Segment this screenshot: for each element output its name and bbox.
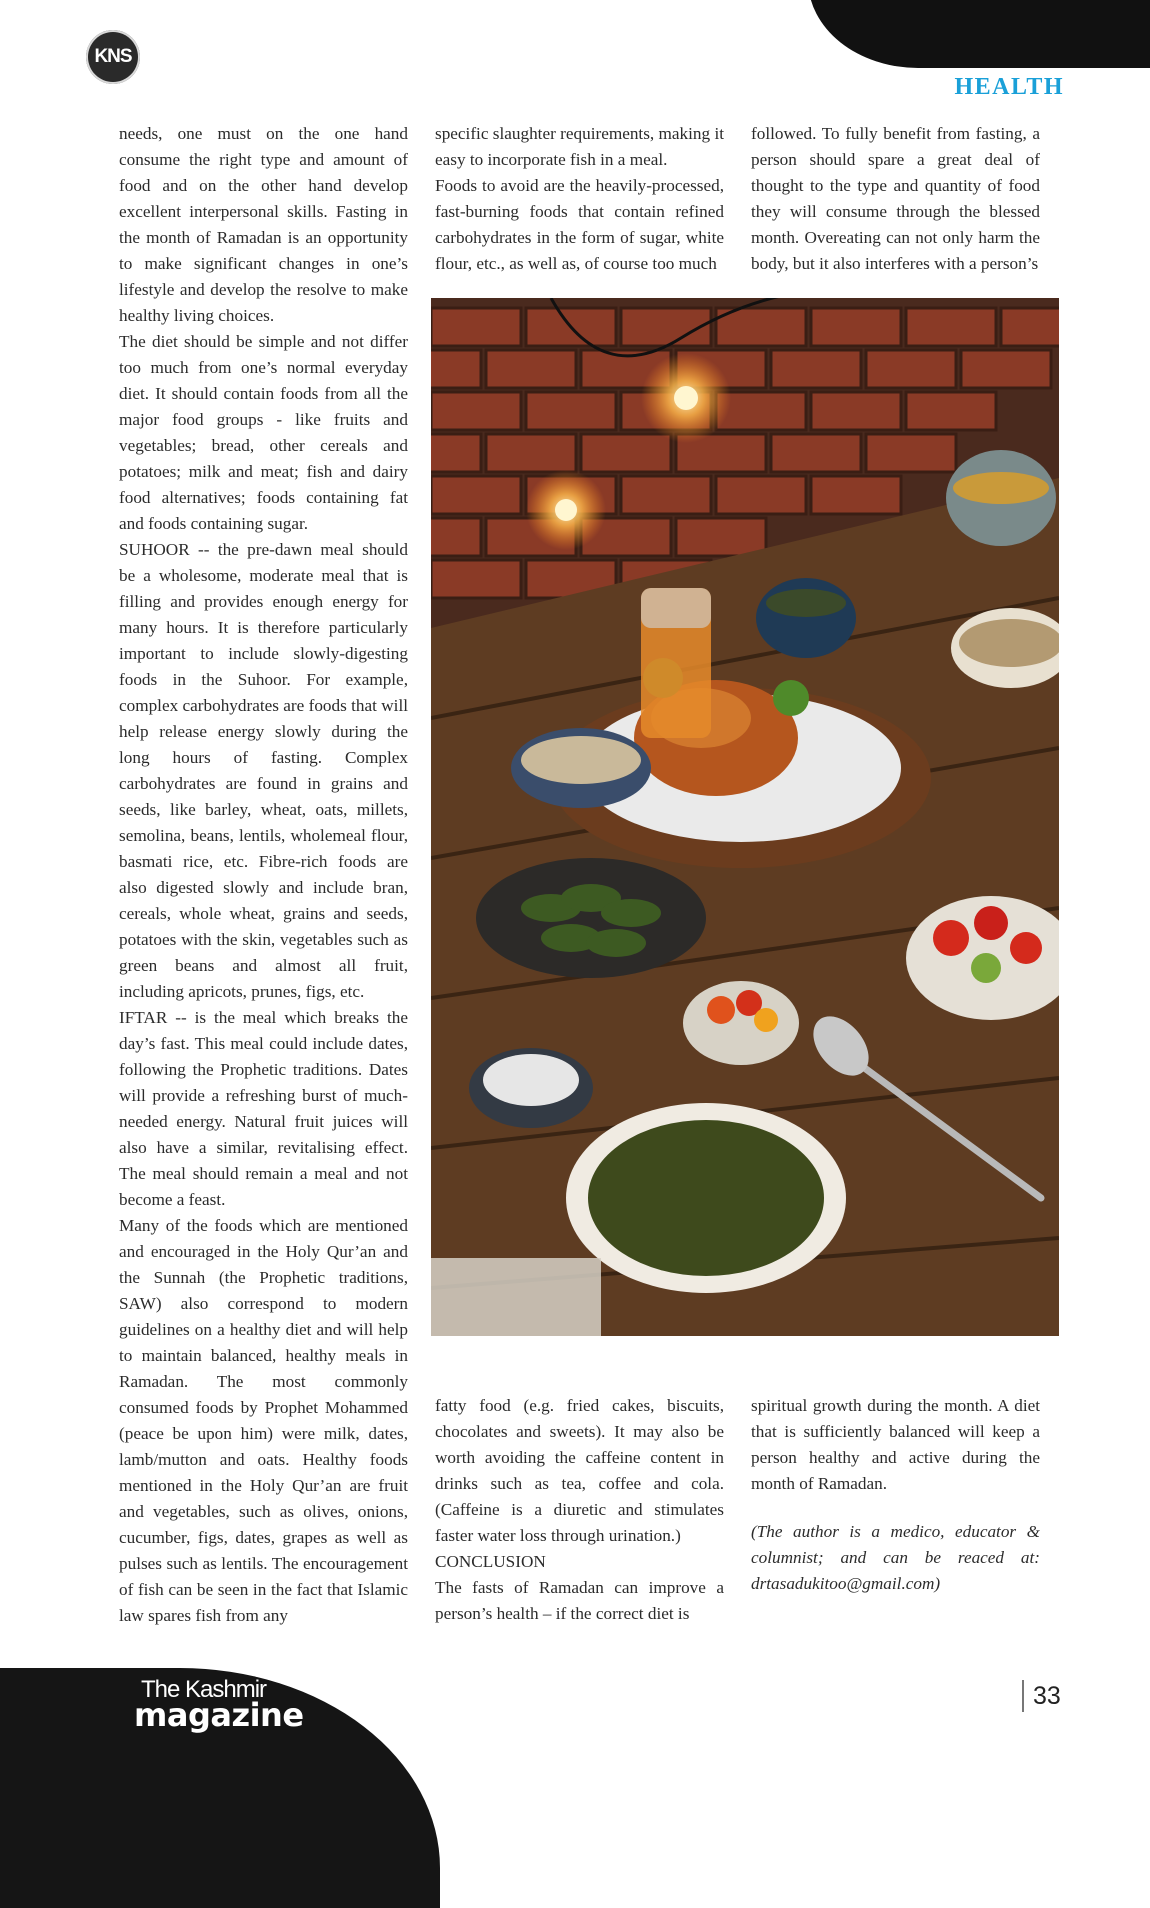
- paragraph: Many of the foods which are mentioned and encouraged in the Holy Qur’an and the Sunnah (the Prophetic traditions, SAW) also correspond to modern guidelines on a healthy diet and will help to maintain balanced, healthy meals in Ramadan. The most commonly consumed foods by Prophet Mohammed (peace be upon him) were milk, dates, lamb/mutton and oats. Healthy foods mentioned in the Holy Qur’an are fruit and vegetables, such as olives, onions, cucumber, figs, dates, grapes as well as pulses such as lentils. The encouragement of fish can be seen in the fact that Islamic law spares fish from any: [119, 1216, 408, 1625]
- paragraph-iftar: IFTAR -- is the meal which breaks the day’s fast. This meal could include dates, following the Prophetic traditions. Dates will provide a refreshing burst of much-needed energy. Natural fruit juices will also have a similar, revitalising effect. The meal should remain a meal and not become a feast.: [119, 1008, 408, 1209]
- header-corner-shape: [808, 0, 1150, 68]
- magazine-brand-line1: The Kashmir: [141, 1676, 267, 1703]
- author-credit: (The author is a medico, educator & columnist; and can be reaced at: drtasadukitoo@gmail.com): [751, 1522, 1040, 1593]
- paragraph: The diet should be simple and not differ too much from one’s normal everyday diet. It should contain foods from all the major food groups - like fruits and vegetables; bread, other cereals and potatoes; milk and meat; fish and dairy food alternatives; foods containing fat and foods containing sugar.: [119, 332, 408, 533]
- column-2-bottom: [435, 1393, 724, 1627]
- paragraph: specific slaughter requirements, making it easy to incorporate fish in a meal.: [435, 124, 724, 169]
- section-title: HEALTH: [954, 74, 1064, 100]
- paragraph: The fasts of Ramadan can improve a person’s health – if the correct diet is: [435, 1578, 724, 1623]
- iftar-table-illustration: [431, 298, 1059, 1336]
- paragraph-suhoor: SUHOOR -- the pre-dawn meal should be a wholesome, moderate meal that is filling and provides enough energy for many hours. It is therefore particularly important to include slowly-digesting foods in the Suhoor. For example, complex carbohydrates are foods that will help release energy slowly during the long hours of fasting. Complex carbohydrates are found in grains and seeds, like barley, wheat, oats, millets, semolina, beans, lentils, wholemeal flour, basmati rice, etc. Fibre-rich foods are also digested slowly and include bran, cereals, whole wheat, grains and seeds, potatoes with the skin, vegetables such as green beans and almost all fruit, including apricots, prunes, figs, etc.: [119, 540, 408, 1001]
- paragraph: needs, one must on the one hand consume the right type and amount of food and on the other hand develop excellent interpersonal skills. Fasting in the month of Ramadan is an opportunity to make significant changes in one’s lifestyle and develop the resolve to make healthy living choices.: [119, 124, 408, 325]
- magazine-brand-line2: magazine: [134, 1696, 304, 1734]
- iftar-table-photo: [431, 298, 1059, 1336]
- paragraph: followed. To fully benefit from fasting, a person should spare a great deal of thought to the type and quantity of food they will consume through the blessed month. Overeating can not only harm the body, but it also interferes with a person’s: [751, 124, 1040, 273]
- paragraph: spiritual growth during the month. A diet that is sufficiently balanced will keep a person healthy and active during the month of Ramadan.: [751, 1396, 1040, 1493]
- kns-logo: KNS: [86, 30, 140, 84]
- page-number: 33: [1022, 1680, 1061, 1712]
- column-3-bottom: [751, 1393, 1040, 1597]
- column-1: [119, 121, 408, 1629]
- column-2-top: [435, 121, 724, 277]
- conclusion-heading: CONCLUSION: [435, 1552, 546, 1571]
- paragraph: Foods to avoid are the heavily-processed, fast-burning foods that contain refined carbohydrates in the form of sugar, white flour, etc., as well as, of course too much: [435, 176, 724, 273]
- column-3-top: [751, 121, 1040, 277]
- paragraph: fatty food (e.g. fried cakes, biscuits, chocolates and sweets). It may also be worth avoiding the caffeine content in drinks such as tea, coffee and cola. (Caffeine is a diuretic and stimulates faster water loss through urination.): [435, 1396, 724, 1545]
